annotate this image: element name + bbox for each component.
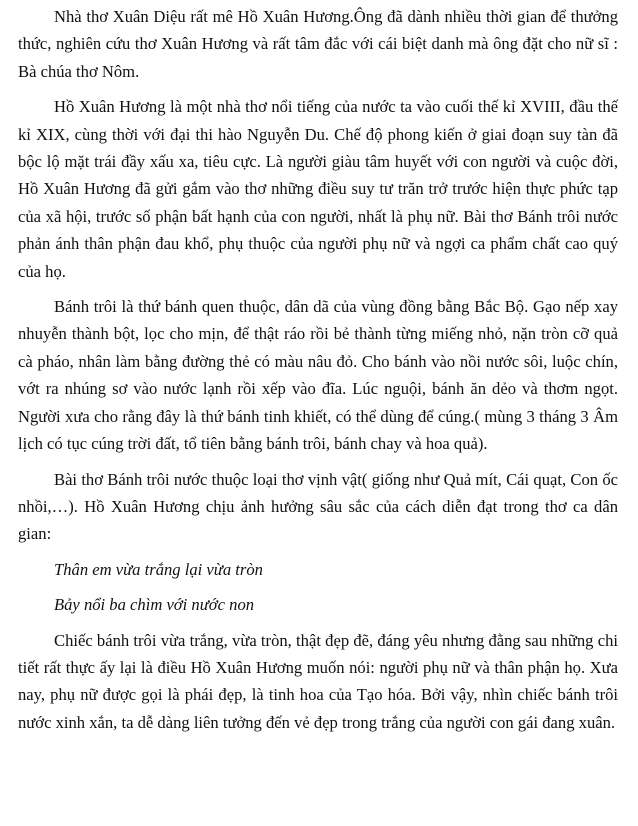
paragraph-banh-troi: Bánh trôi là thứ bánh quen thuộc, dân dã của vùng đồng bằng Bắc Bộ. Gạo nếp xay nhuyễn thành bột, lọc cho mịn, để thật ráo rồi bẻ thành từng miếng nhỏ, nặn tròn cỡ quả cà pháo, nhân làm bằng đường thẻ có màu nâu đỏ. Cho bánh vào nồi nước sôi, luộc chín, vớt ra nhúng sơ vào nước lạnh rồi xếp vào đĩa. Lúc nguội, bánh ăn dẻo và thơm ngọt. Người xưa cho rằng đây là thứ bánh tinh khiết, có thể dùng để cúng.( mùng 3 tháng 3 Âm lịch có tục cúng trời đất, tổ tiên bằng bánh trôi, bánh chay và hoa quả). [18,297,618,454]
verse-line-2: Bảy nổi ba chìm với nước non [54,595,255,615]
verse-line-1: Thân em vừa trắng lại vừa tròn [54,559,263,579]
essay-body [18,3,618,744]
paragraph-biography: Hồ Xuân Hương là một nhà thơ nổi tiếng của nước ta vào cuối thế kỉ XVIII, đầu thế kỉ XIX, cùng thời với đại thi hào Nguyễn Du. Chế độ phong kiến ở giai đoạn suy tàn đã bộc lộ mặt trái đầy xấu xa, tiêu cực. Là người giàu tâm huyết với con người và cuộc đời, Hồ Xuân Hương đã gửi gắm vào thơ những điều suy tư trăn trở trước hiện thực phức tạp của xã hội, trước số phận bất hạnh của con người, nhất là phụ nữ. Bài thơ Bánh trôi nước phản ánh thân phận đau khổ, phụ thuộc của người phụ nữ và ngợi ca phẩm chất cao quý của họ. [18,97,618,281]
paragraph-poem-type: Bài thơ Bánh trôi nước thuộc loại thơ vịnh vật( giống như Quả mít, Cái quạt, Con ốc nhồi,…). Hồ Xuân Hương chịu ảnh hưởng sâu sắc của cách diễn đạt trong thơ ca dân gian: [18,469,618,544]
paragraph-closing: Chiếc bánh trôi vừa trắng, vừa tròn, thật đẹp đẽ, đáng yêu nhưng đằng sau những chi tiết rất thực ấy lại là điều Hồ Xuân Hương muốn nói: người phụ nữ và thân phận họ. Xưa nay, phụ nữ được gọi là phái đẹp, là tinh hoa của Tạo hóa. Bởi vậy, nhìn chiếc bánh trôi nước xinh xắn, ta dễ dàng liên tưởng đến vẻ đẹp trong trắng của người con gái đang xuân. [18,630,618,732]
paragraph-intro: Nhà thơ Xuân Diệu rất mê Hồ Xuân Hương.Ông đã dành nhiều thời gian để thưởng thức, nghiên cứu thơ Xuân Hương và rất tâm đắc với cái biệt danh mà ông đặt cho nữ sĩ : Bà chúa thơ Nôm. [18,7,618,81]
